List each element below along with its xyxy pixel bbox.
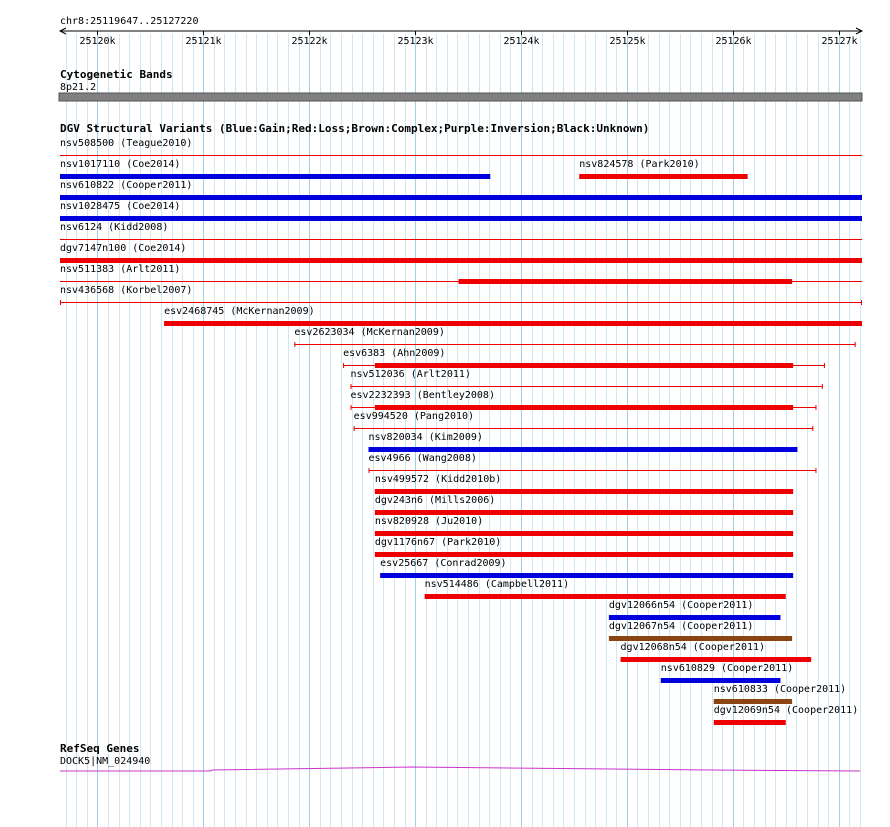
variant-bar[interactable] [380, 573, 793, 578]
variant-bar[interactable] [579, 174, 747, 179]
variant-core-bar[interactable] [375, 405, 793, 410]
variant-nsv436568[interactable] [60, 285, 862, 305]
variant-label: nsv511383 (Arlt2011) [60, 264, 181, 275]
dgv-track[interactable] [60, 122, 862, 725]
variant-esv2232393[interactable] [350, 390, 816, 410]
variant-bar[interactable] [375, 510, 793, 515]
variant-dgv7147n100[interactable] [60, 243, 862, 263]
refseq-gene-line[interactable] [60, 767, 860, 771]
variant-label: esv6383 (Ahn2009) [343, 348, 446, 359]
refseq-track-title: RefSeq Genes [60, 742, 140, 755]
variant-esv2468745[interactable] [164, 306, 862, 326]
variant-label: esv4966 (Wang2008) [368, 453, 477, 464]
cytoband-bar[interactable] [59, 93, 862, 101]
variant-label: nsv512036 (Arlt2011) [350, 369, 471, 380]
cytoband-band-label: 8p21.2 [60, 82, 97, 93]
variant-bar[interactable] [661, 678, 781, 683]
refseq-gene-label: DOCK5|NM_024940 [60, 756, 151, 767]
ruler-tick-label: 25123k [397, 36, 434, 47]
variant-nsv610833[interactable] [714, 684, 846, 704]
variant-label: esv2468745 (McKernan2009) [164, 306, 315, 317]
variant-label: nsv824578 (Park2010) [579, 159, 700, 170]
variant-label: nsv1028475 (Coe2014) [60, 201, 181, 212]
variant-bar[interactable] [60, 216, 862, 221]
variant-nsv1028475[interactable] [60, 201, 862, 221]
variant-label: nsv508500 (Teague2010) [60, 138, 193, 149]
dgv-feature-list [60, 138, 862, 725]
variant-label: nsv820928 (Ju2010) [374, 516, 484, 527]
variant-label: nsv610822 (Cooper2011) [60, 180, 193, 191]
variant-label: nsv610833 (Cooper2011) [713, 684, 847, 695]
variant-label: nsv436568 (Korbel2007) [60, 285, 193, 296]
variant-bar[interactable] [164, 321, 862, 326]
variant-label: nsv499572 (Kidd2010b) [374, 474, 502, 485]
variant-bar[interactable] [375, 552, 793, 557]
variant-dgv12069n54[interactable] [714, 705, 859, 725]
variant-nsv508500[interactable] [60, 138, 862, 156]
variant-dgv12067n54[interactable] [609, 621, 792, 641]
variant-dgv1176n67[interactable] [375, 537, 793, 557]
ruler-tick-label: 25126k [715, 36, 752, 47]
variant-dgv12068n54[interactable] [621, 642, 812, 662]
variant-nsv512036[interactable] [350, 369, 822, 389]
variant-bar[interactable] [609, 636, 792, 641]
variant-label: dgv7147n100 (Coe2014) [60, 243, 187, 254]
variant-bar[interactable] [375, 489, 793, 494]
variant-label: dgv12066n54 (Cooper2011) [608, 600, 754, 611]
variant-label: dgv12067n54 (Cooper2011) [608, 621, 754, 632]
variant-esv994520[interactable] [354, 411, 814, 431]
variant-nsv1017110[interactable] [60, 159, 490, 179]
variant-label: esv25667 (Conrad2009) [380, 558, 507, 569]
variant-label: dgv12068n54 (Cooper2011) [620, 642, 766, 653]
variant-bar[interactable] [425, 594, 786, 599]
variant-label: nsv6124 (Kidd2008) [60, 222, 169, 233]
variant-esv25667[interactable] [380, 558, 793, 578]
variant-label: dgv12069n54 (Cooper2011) [713, 705, 859, 716]
ruler-tick-label: 25121k [185, 36, 222, 47]
ruler-tick-label: 25127k [821, 36, 858, 47]
variant-label: nsv1017110 (Coe2014) [60, 159, 181, 170]
variant-label: nsv820034 (Kim2009) [368, 432, 483, 443]
ruler-tick-label: 25124k [503, 36, 540, 47]
variant-bar[interactable] [714, 720, 786, 725]
variant-core-bar[interactable] [459, 279, 793, 284]
variant-esv2623034[interactable] [294, 327, 855, 347]
variant-label: dgv243n6 (Mills2006) [374, 495, 496, 506]
variant-label: dgv1176n67 (Park2010) [374, 537, 502, 548]
variant-nsv499572[interactable] [375, 474, 793, 494]
variant-esv4966[interactable] [368, 453, 816, 473]
variant-nsv514486[interactable] [425, 579, 786, 599]
variant-label: nsv610829 (Cooper2011) [660, 663, 794, 674]
ruler-tick-label: 25120k [79, 36, 116, 47]
variant-bar[interactable] [375, 531, 793, 536]
ruler-tick-label: 25125k [609, 36, 646, 47]
variant-nsv6124[interactable] [60, 222, 862, 240]
variant-core-bar[interactable] [375, 363, 793, 368]
variant-label: esv994520 (Pang2010) [353, 411, 475, 422]
refseq-track[interactable] [60, 742, 860, 771]
ruler-track[interactable] [60, 16, 862, 47]
variant-bar[interactable] [714, 699, 792, 704]
variant-bar[interactable] [60, 174, 490, 179]
variant-bar[interactable] [621, 657, 812, 662]
variant-bar[interactable] [60, 195, 862, 200]
variant-nsv610829[interactable] [661, 663, 793, 683]
variant-bar[interactable] [368, 447, 797, 452]
variant-label: esv2232393 (Bentley2008) [350, 390, 495, 401]
variant-nsv511383[interactable] [60, 264, 862, 284]
dgv-track-title: DGV Structural Variants (Blue:Gain;Red:Loss;Brown:Complex;Purple:Inversion;Black:Unknown) [60, 122, 650, 135]
variant-dgv243n6[interactable] [375, 495, 793, 515]
cytoband-track[interactable] [59, 68, 862, 101]
variant-bar[interactable] [609, 615, 781, 620]
cytoband-track-title: Cytogenetic Bands [60, 68, 173, 81]
variant-bar[interactable] [60, 258, 862, 263]
position-label: chr8:25119647..25127220 [60, 16, 199, 27]
variant-esv6383[interactable] [343, 348, 825, 368]
variant-nsv820928[interactable] [375, 516, 793, 536]
variant-label: nsv514486 (Campbell2011) [424, 579, 570, 590]
variant-nsv610822[interactable] [60, 180, 862, 200]
variant-label: esv2623034 (McKernan2009) [294, 327, 445, 338]
ruler-tick-label: 25122k [291, 36, 328, 47]
